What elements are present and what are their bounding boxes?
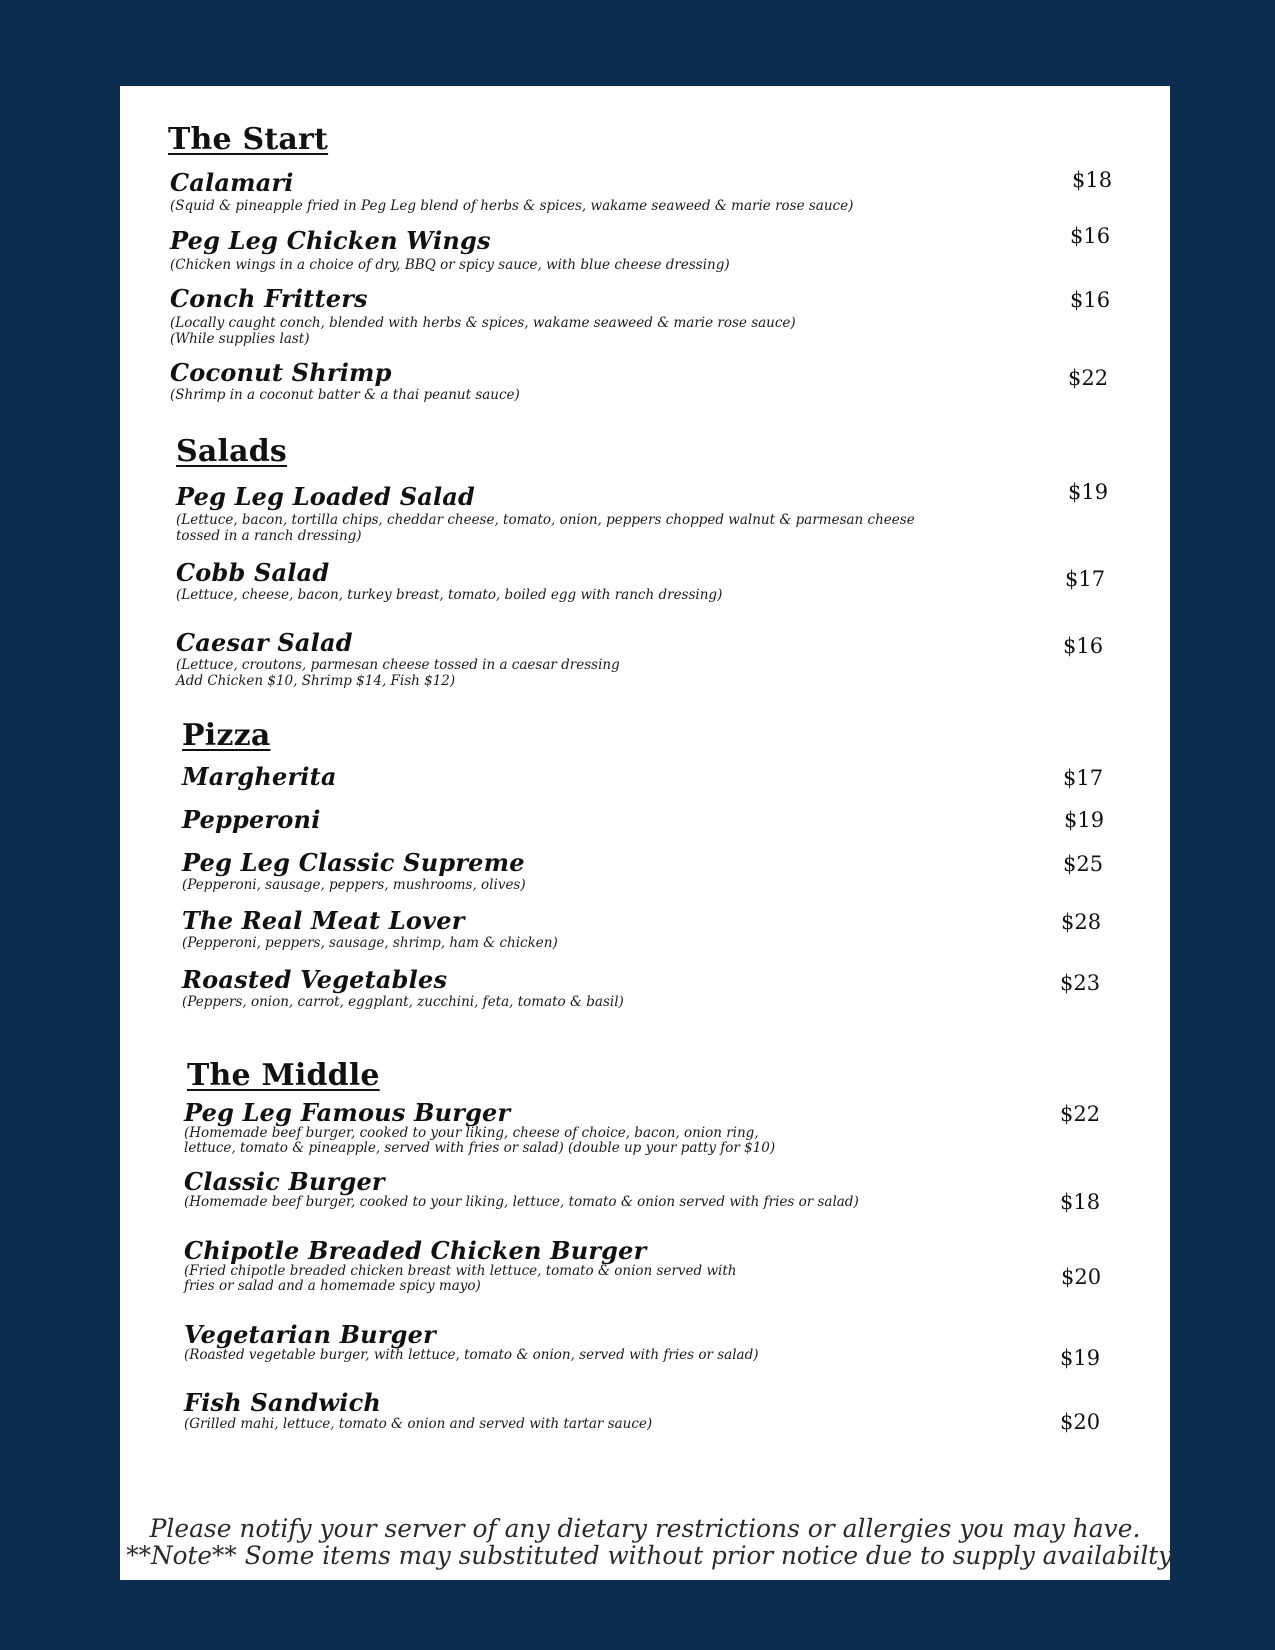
menu-item-name: Peg Leg Chicken Wings — [170, 226, 491, 255]
section-title-salads: Salads — [176, 434, 288, 469]
section-title-the-middle: The Middle — [187, 1058, 380, 1093]
menu-item-description: (Roasted vegetable burger, with lettuce, tomato & onion, served with fries or salad) — [184, 1347, 759, 1363]
menu-item-price: $25 — [1063, 852, 1104, 876]
menu-item-description: (Lettuce, cheese, bacon, turkey breast, tomato, boiled egg with ranch dressing) — [176, 587, 723, 603]
menu-item-description: (Fried chipotle breaded chicken breast with lettuce, tomato & onion served with — [184, 1263, 737, 1279]
menu-item-price: $23 — [1060, 971, 1101, 995]
menu-item-description: (Chicken wings in a choice of dry, BBQ or spicy sauce, with blue cheese dressing) — [170, 257, 730, 273]
allergy-notice: Please notify your server of any dietary restrictions or allergies you may have. — [149, 1514, 1141, 1543]
menu-item-name: Classic Burger — [184, 1167, 385, 1196]
menu-item-name: Caesar Salad — [176, 628, 353, 657]
menu-item-price: $22 — [1068, 366, 1109, 390]
menu-item-name: Peg Leg Famous Burger — [184, 1098, 511, 1127]
menu-item-description: (Homemade beef burger, cooked to your liking, lettuce, tomato & onion served with fries or salad) — [184, 1194, 859, 1210]
menu-item-description: (Homemade beef burger, cooked to your liking, cheese of choice, bacon, onion ring, — [184, 1125, 759, 1141]
menu-item-price: $16 — [1070, 288, 1111, 312]
menu-item-name: Cobb Salad — [176, 558, 330, 587]
menu-item-name: Pepperoni — [182, 805, 321, 834]
menu-item-price: $17 — [1065, 567, 1106, 591]
section-title-the-start: The Start — [168, 122, 329, 157]
menu-item-description: (Squid & pineapple fried in Peg Leg blend of herbs & spices, wakame seaweed & marie rose sauce) — [170, 198, 854, 214]
menu-item-name: Peg Leg Loaded Salad — [176, 482, 476, 511]
menu-item-description: (Peppers, onion, carrot, eggplant, zucchini, feta, tomato & basil) — [182, 994, 624, 1010]
menu-item-price: $28 — [1061, 910, 1102, 934]
menu-item-description: tossed in a ranch dressing) — [176, 528, 362, 544]
menu-item-price: $19 — [1068, 480, 1109, 504]
menu-item-description: (Grilled mahi, lettuce, tomato & onion and served with tartar sauce) — [184, 1416, 653, 1432]
menu-item-price: $17 — [1063, 766, 1104, 790]
menu-item-price: $19 — [1060, 1346, 1101, 1370]
menu-item-description: (Locally caught conch, blended with herbs & spices, wakame seaweed & marie rose sauce) — [170, 315, 796, 331]
menu-item-price: $19 — [1064, 808, 1105, 832]
menu-item-description: (Shrimp in a coconut batter & a thai peanut sauce) — [170, 387, 520, 403]
menu-item-description: (Pepperoni, sausage, peppers, mushrooms, olives) — [182, 877, 526, 893]
menu-item-price: $16 — [1063, 634, 1104, 658]
menu-item-description: (While supplies last) — [170, 331, 310, 347]
menu-item-price: $18 — [1060, 1190, 1101, 1214]
menu-item-price: $22 — [1060, 1102, 1101, 1126]
menu-item-name: Margherita — [182, 762, 337, 791]
menu-item-name: Coconut Shrimp — [170, 358, 392, 387]
menu-item-description: (Lettuce, bacon, tortilla chips, cheddar cheese, tomato, onion, peppers chopped walnut & parmesan cheese — [176, 512, 915, 528]
menu-page — [120, 86, 1173, 1580]
menu-item-description: Add Chicken $10, Shrimp $14, Fish $12) — [176, 673, 456, 689]
menu-item-name: Vegetarian Burger — [184, 1320, 436, 1349]
menu-item-name: Roasted Vegetables — [182, 965, 448, 994]
menu-item-name: Fish Sandwich — [184, 1388, 382, 1417]
menu-item-name: Calamari — [170, 168, 294, 197]
menu-item-name: Peg Leg Classic Supreme — [182, 848, 525, 877]
section-title-pizza: Pizza — [182, 718, 271, 753]
menu-item-name: Chipotle Breaded Chicken Burger — [184, 1236, 647, 1265]
menu-item-name: Conch Fritters — [170, 284, 368, 313]
menu-item-price: $20 — [1061, 1265, 1102, 1289]
menu-item-price: $20 — [1060, 1410, 1101, 1434]
menu-item-description: lettuce, tomato & pineapple, served with fries or salad) (double up your patty for $10) — [184, 1140, 776, 1156]
substitution-note: **Note** Some items may substituted without prior notice due to supply availabilty — [126, 1541, 1173, 1570]
menu-item-price: $18 — [1072, 168, 1113, 192]
menu-item-description: (Lettuce, croutons, parmesan cheese tossed in a caesar dressing — [176, 657, 620, 673]
menu-item-description: fries or salad and a homemade spicy mayo) — [184, 1278, 481, 1294]
menu-item-description: (Pepperoni, peppers, sausage, shrimp, ham & chicken) — [182, 935, 558, 951]
menu-item-name: The Real Meat Lover — [182, 906, 465, 935]
menu-item-price: $16 — [1070, 224, 1111, 248]
